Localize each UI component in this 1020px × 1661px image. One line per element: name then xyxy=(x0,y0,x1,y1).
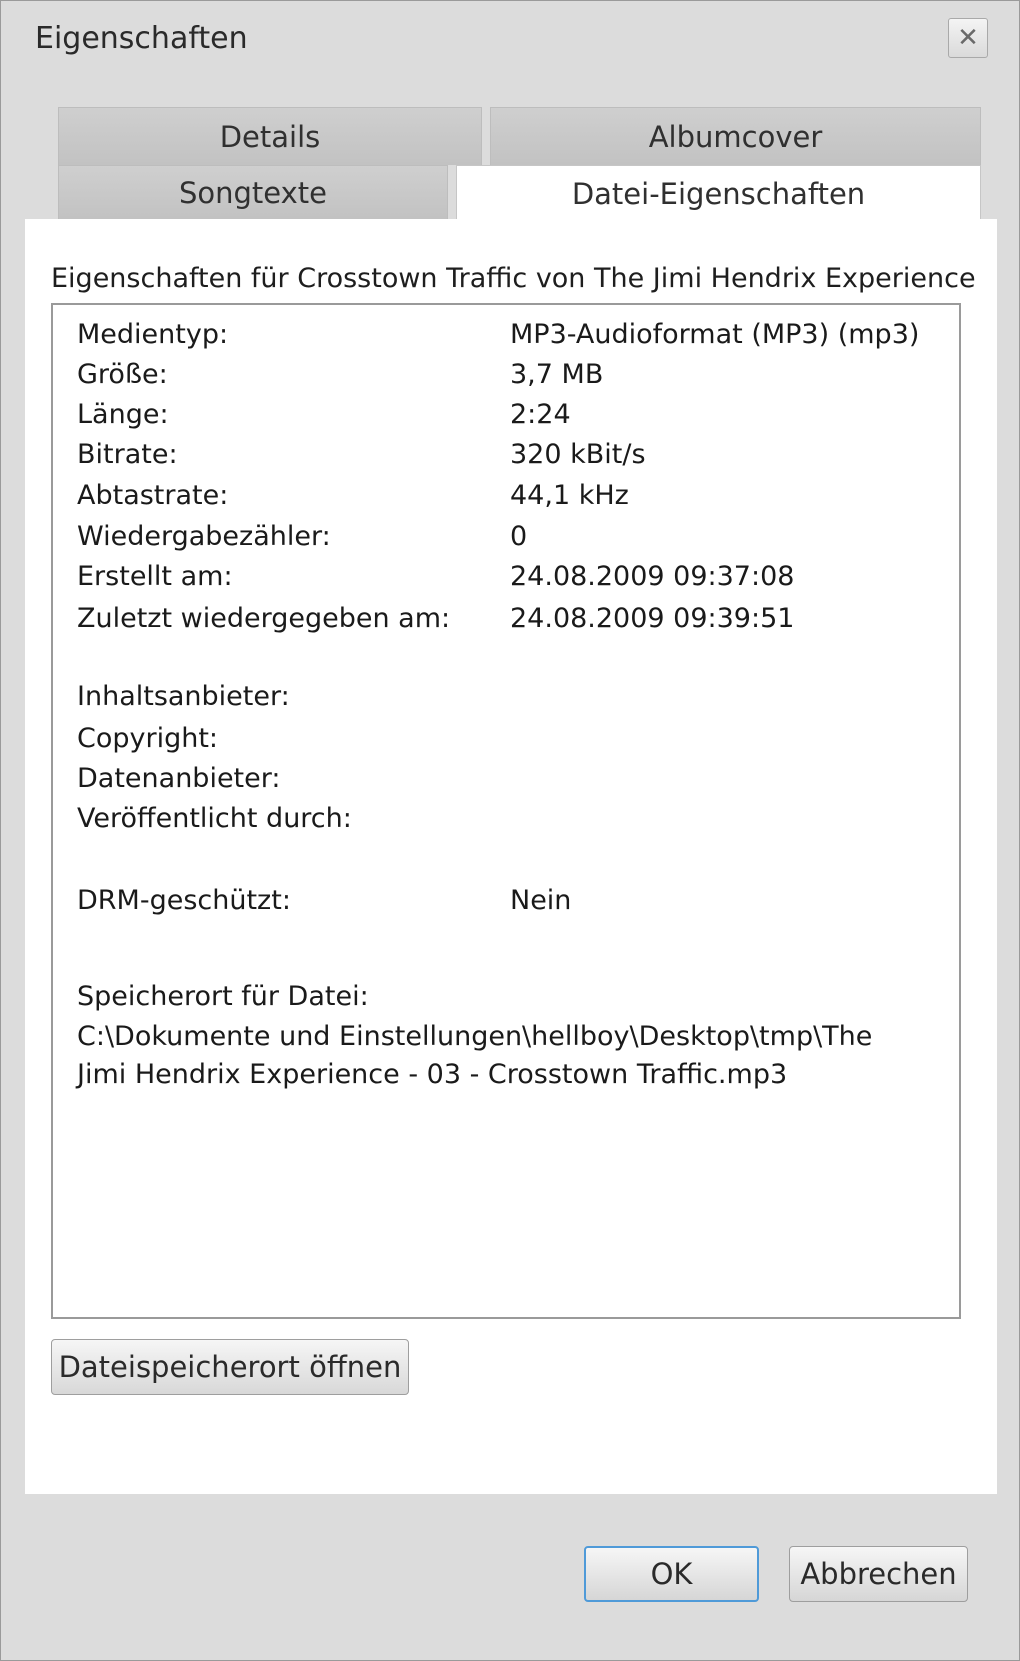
property-value: 320 kBit/s xyxy=(510,439,646,470)
property-value: 3,7 MB xyxy=(510,359,604,390)
file-location-path: C:\Dokumente und Einstellungen\hellboy\Desktop\tmp\The Jimi Hendrix Experience - 03 - Crosstown Traffic.mp3 xyxy=(77,1021,873,1090)
tab-songtexte-label: Songtexte xyxy=(178,175,328,210)
property-label: Länge: xyxy=(77,399,169,430)
property-value: Nein xyxy=(510,885,572,916)
close-button[interactable] xyxy=(948,18,988,58)
properties-heading: Eigenschaften für Crosstown Traffic von The Jimi Hendrix Experience xyxy=(51,263,976,294)
property-value: 24.08.2009 09:39:51 xyxy=(510,603,795,634)
property-value: MP3-Audioformat (MP3) (mp3) xyxy=(510,319,920,350)
property-label: Erstellt am: xyxy=(77,561,233,592)
tab-panel xyxy=(25,219,997,1494)
ok-button[interactable]: OK xyxy=(584,1546,759,1602)
property-label: Wiedergabezähler: xyxy=(77,521,331,552)
property-label: Abtastrate: xyxy=(77,480,229,511)
property-label: Größe: xyxy=(77,359,168,390)
tab-details-label: Details xyxy=(219,119,321,154)
tab-albumcover-label: Albumcover xyxy=(648,119,823,154)
property-label: Medientyp: xyxy=(77,319,229,350)
property-value: 24.08.2009 09:37:08 xyxy=(510,561,795,592)
window-title: Eigenschaften xyxy=(35,21,248,56)
tab-songtexte[interactable] xyxy=(58,165,448,219)
property-label: Bitrate: xyxy=(77,439,178,470)
open-file-location-button[interactable]: Dateispeicherort öffnen xyxy=(51,1339,409,1395)
property-label: DRM-geschützt: xyxy=(77,885,291,916)
properties-box xyxy=(51,303,961,1319)
cancel-button[interactable]: Abbrechen xyxy=(789,1546,968,1602)
property-label: Zuletzt wiedergegeben am: xyxy=(77,603,451,634)
tab-datei-eigenschaften[interactable] xyxy=(456,165,981,221)
property-value: 2:24 xyxy=(510,399,571,430)
property-label: Datenanbieter: xyxy=(77,763,281,794)
tab-details[interactable] xyxy=(58,107,482,165)
close-icon: ✕ xyxy=(957,23,979,53)
property-value: 0 xyxy=(510,521,528,552)
tab-datei-eigenschaften-label: Datei-Eigenschaften xyxy=(571,176,866,211)
property-label: Veröffentlicht durch: xyxy=(77,803,352,834)
property-label: Inhaltsanbieter: xyxy=(77,681,290,712)
title-bar xyxy=(1,1,1019,75)
property-label: Copyright: xyxy=(77,723,219,754)
file-location-label: Speicherort für Datei: xyxy=(77,981,369,1012)
property-value: 44,1 kHz xyxy=(510,480,629,511)
tab-albumcover[interactable] xyxy=(490,107,981,165)
